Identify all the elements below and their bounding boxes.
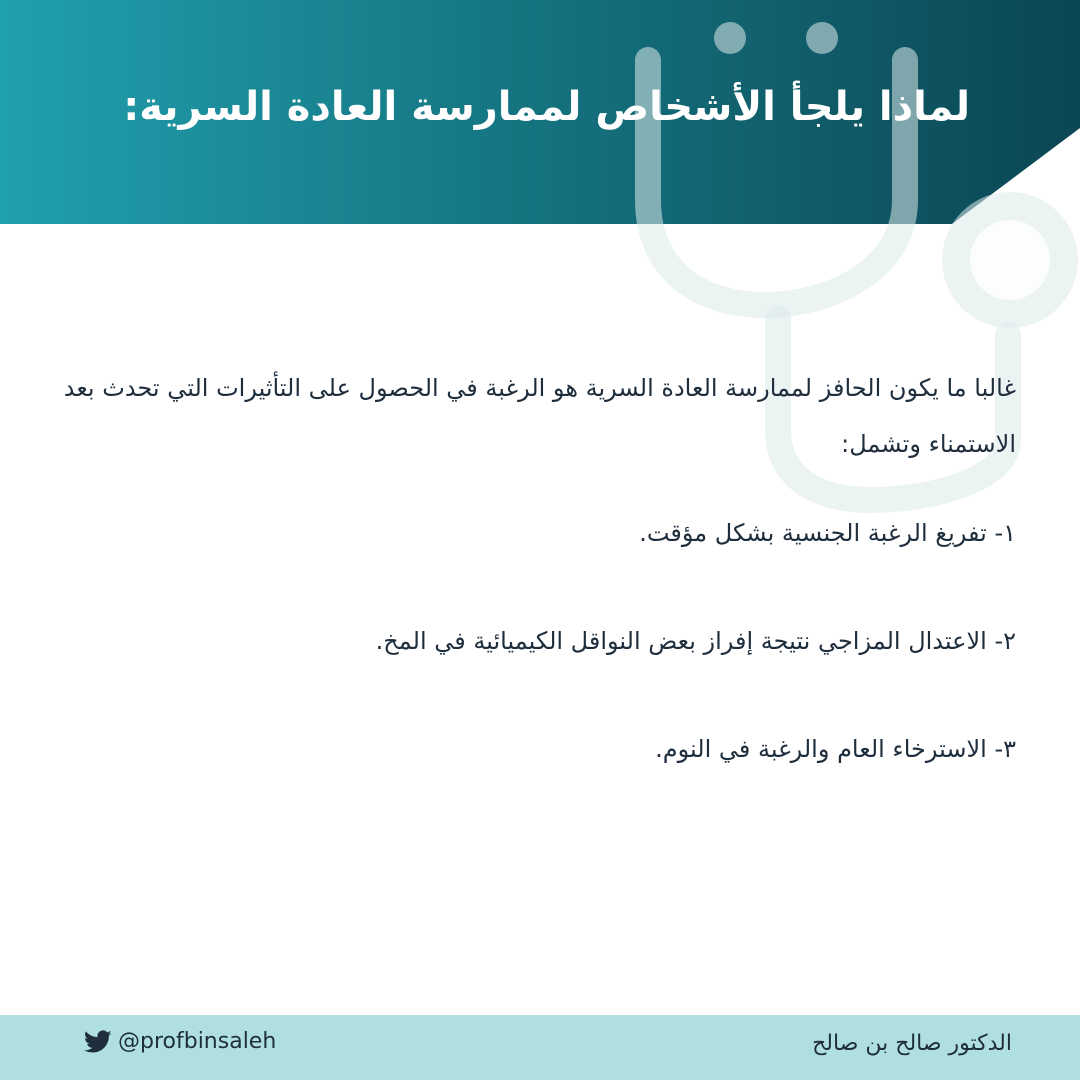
page-title: لماذا يلجأ الأشخاص لممارسة العادة السرية:	[123, 84, 970, 130]
header-diagonal-cut	[952, 128, 1080, 224]
main-content	[56, 360, 1016, 842]
twitter-handle[interactable]: @profbinsaleh	[118, 1029, 277, 1054]
list-item: ٣- الاسترخاء العام والرغبة في النوم.	[655, 735, 1016, 763]
list-item: ١- تفريغ الرغبة الجنسية بشكل مؤقت.	[639, 519, 1016, 547]
list-item: ٢- الاعتدال المزاجي نتيجة إفراز بعض النواقل الكيميائية في المخ.	[375, 627, 1016, 655]
author-name: الدكتور صالح بن صالح	[812, 1031, 1012, 1056]
twitter-icon	[84, 1030, 112, 1054]
footer-bar	[0, 1015, 1080, 1080]
intro-paragraph: غالبا ما يكون الحافز لممارسة العادة السرية هو الرغبة في الحصول على التأثيرات التي تحدث بعد الاستمناء وتشمل:	[63, 374, 1016, 458]
social-handle[interactable]	[84, 1029, 276, 1054]
